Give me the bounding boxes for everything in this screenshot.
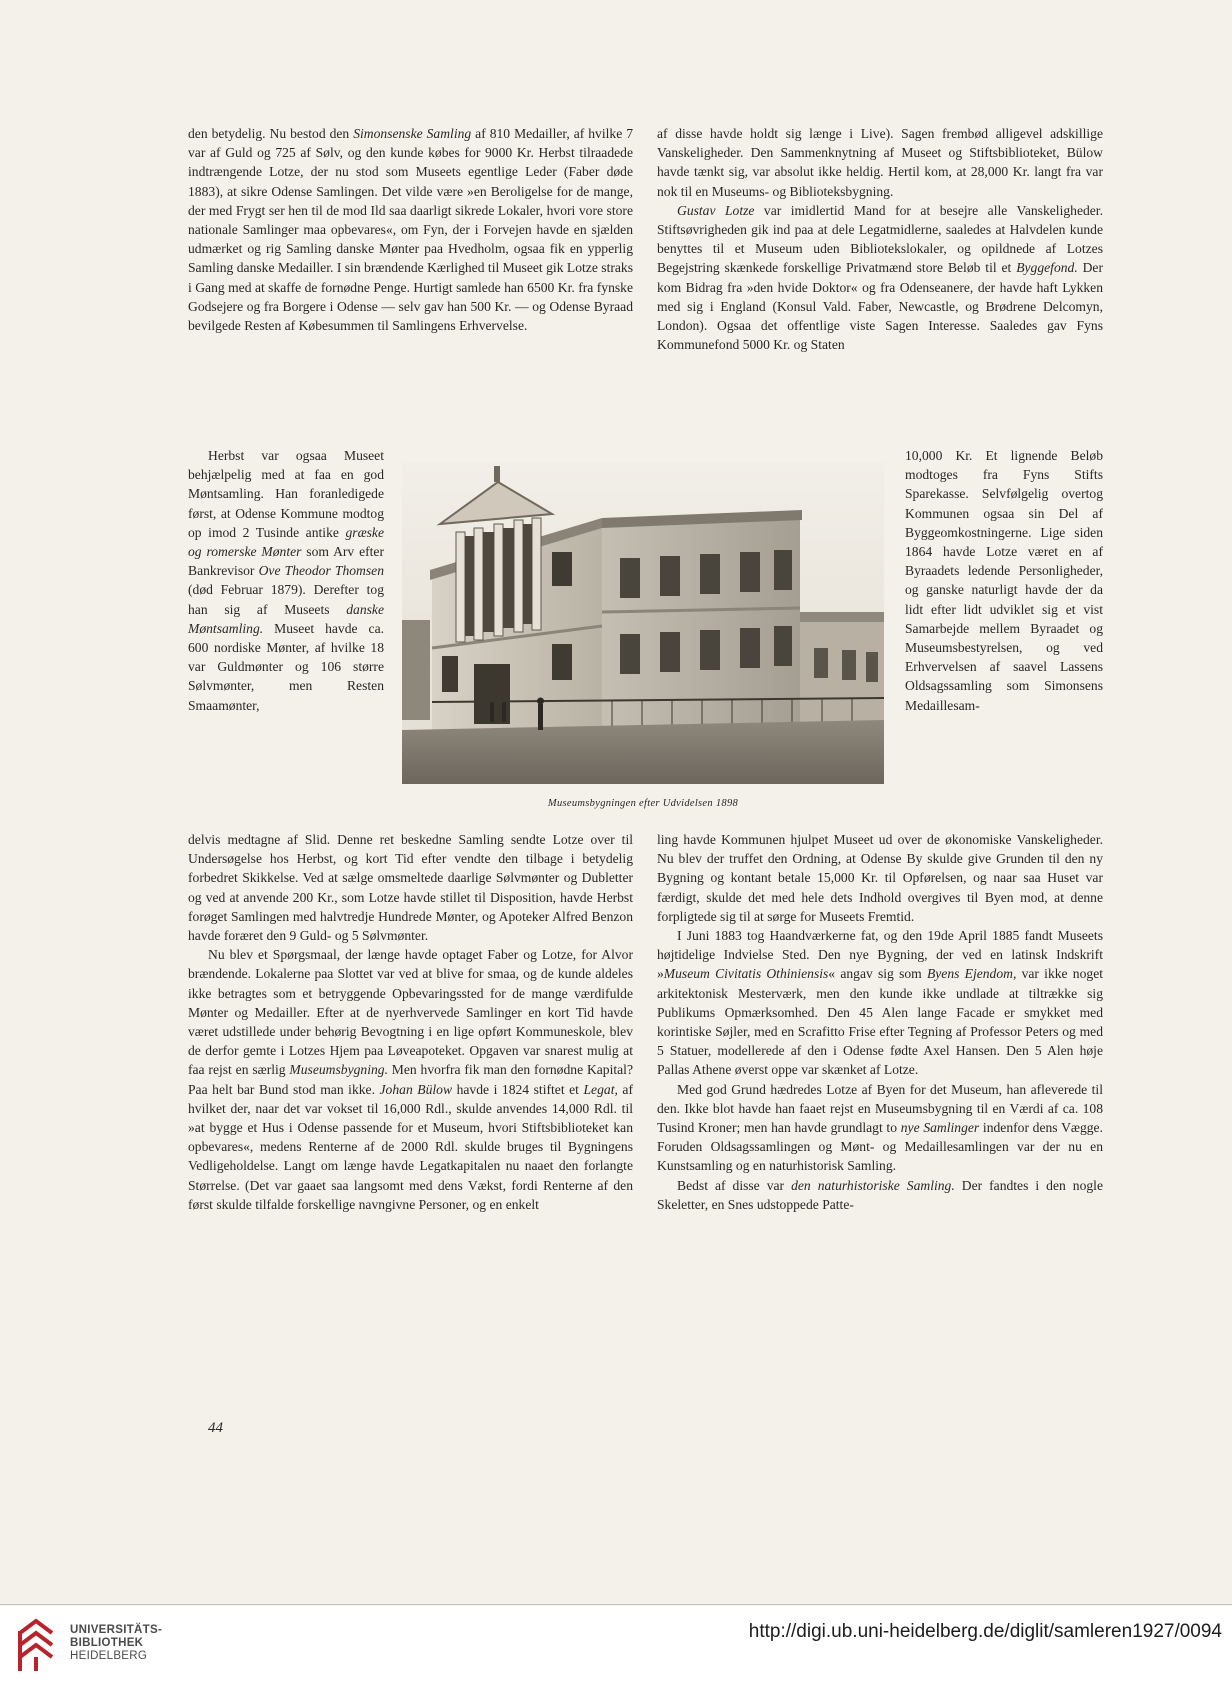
left-column-top [188,124,633,335]
permalink-url[interactable]: http://digi.ub.uni-heidelberg.de/diglit/samleren1927/0094 [748,1621,1222,1642]
paragraph: Gustav Lotze var imidlertid Mand for at besejre alle Vanskeligheder. Stiftsøvrigheden gik ind paa at dele Legatmidlerne, saaledes at Halvdelen kunde benyttes til et Museum uden Bibliotekslokaler, og opildnede af Lotzes Begejstring skænkede forskellige Privatmænd store Beløb til et Byggefond. Der kom Bidrag fra »den hvide Doktor« og fra Odenseanere, der havde haft Lykken med sig i England (Konsul Vald. Faber, Newcastle, og Brødrene Delcomyn, London). Ogsaa det offentlige viste Sagen Interesse. Saaledes gav Fyns Kommunefond 5000 Kr. og Staten [657,202,1103,353]
page-number: 44 [208,1420,223,1436]
paragraph: delvis medtagne af Slid. Denne ret beskedne Samling sendte Lotze over til Undersøgelse hos Herbst, og kort Tid efter vendte den tilbage i betydelig forbedret Skikkelse. Ved at sælge omsmeltede daarlige Sølvmønter og Dubletter og ved at anvende 200 Kr., som Lotze havde stillet til Disposition, havde Herbst forøget Samlingen med halvtredje Hundrede Mønter, og Apoteker Alfred Benzon havde foræret den 9 Guld- og 5 Sølvmønter. [188,832,633,944]
paragraph: af disse havde holdt sig længe i Live). Sagen frembød alligevel adskillige Vanskeligheder. Den Sammenknytning af Museet og Stiftsbiblioteket, Bülow havde tænkt sig, var absolut ikke heldig. Hertil kom, at 28,000 Kr. langt fra var nok til en Museums- og Biblioteksbygning. [657,126,1103,199]
right-column-top [657,124,1103,354]
paragraph: I Juni 1883 tog Haandværkerne fat, og den 19de April 1885 fandt Museets højtidelige Indvielse Sted. Den nye Bygning, der ved en latinsk Indskrift »Museum Civitatis Othiniensis« angav sig som Byens Ejendom, var ikke noget arkitektonisk Mesterværk, men den kunde ikke undlade at tiltrække sig Publikums Opmærksomhed. Den 45 Alen lange Facade er smykket med korintiske Søjler, med en Scrafitto Frise efter Tegning af Professor Peters og med 5 Statuer, modellerede af den i Odense fødte Axel Hansen. Den 5 Alen høje Pallas Athene øverst oppe var skænket af Lotze. [657,928,1103,1078]
paragraph: ling havde Kommunen hjulpet Museet ud over de økonomiske Vanskeligheder. Nu blev der truffet den Ordning, at Odense By skulde give Grunden til den ny Bygning og kontant betale 15,000 Kr. til Opførelsen, og naar saa Huset var færdigt, skulde det med hele dets Indhold overgives til Byen mod, at denne forpligtede sig til at sørge for Museets Fremtid. [657,832,1103,924]
paragraph: Med god Grund hædredes Lotze af Byen for det Museum, han afleverede til den. Ikke blot havde han faaet rejst en Museumsbygning til en Værdi af ca. 108 Tusind Kroner; men han havde grundlagt to nye Samlinger indenfor dens Vægge. Foruden Oldsagssamlingen og Mønt- og Medaillesamlingen var der nu en Kunstsamling og en naturhistorisk Samling. [657,1081,1103,1174]
right-column-bottom [657,830,1103,1214]
paragraph: Bedst af disse var den naturhistoriske Samling. Der fandtes i den nogle Skeletter, en Snes udstoppede Patte- [657,1177,1103,1212]
library-name: UNIVERSITÄTS- BIBLIOTHEK HEIDELBERG [70,1624,163,1662]
figure-caption: Museumsbygningen efter Udvidelsen 1898 [547,798,739,809]
footer-divider [0,1604,1232,1605]
museum-building-photo [402,462,884,784]
footer-bar [0,1606,1232,1693]
left-column-bottom [188,830,633,1214]
paragraph: Herbst var ogsaa Museet behjælpelig med at faa en god Møntsamling. Han foranledigede først, at Odense Kommune modtog op imod 2 Tusinde antike græske og romerske Mønter som Arv efter Bankrevisor Ove Theodor Thomsen (død Februar 1879). Derefter tog han sig af Museets danske Møntsamling. Museet havde ca. 600 nordiske Mønter, af hvilke 18 var Guldmønter og 106 større Sølvmønter, men Resten Smaamønter, [188,448,384,713]
university-library-logo-icon[interactable] [14,1617,64,1675]
paragraph: 10,000 Kr. Et lignende Beløb modtoges fra Fyns Stifts Sparekasse. Selvfølgelig overtog Kommunen ogsaa sin Del af Byggeomkostningerne. Lige siden 1864 havde Lotze været en af Byraadets ledende Personligheder, og ganske naturligt havde der da lidt efter lidt udviklet sig et vist Samarbejde mellem Byraadet og Museumsbestyrelsen, og ved Erhvervelsen af saavel Lassens Oldsagssamling som Simonsens Medaillesam- [905,448,1103,713]
paragraph: Nu blev et Spørgsmaal, der længe havde optaget Faber og Lotze, for Alvor brændende. Lokalerne paa Slottet var ved at blive for smaa, og de kunde aldeles ikke betragtes som et betryggende Opbevaringssted for de mange værdifulde Mønter og Medailler. Efter at de nyerhvervede Samlinger en kort Tid havde været udstillede under behørig Bevogtning i en lige opført Kommuneskole, blev de derfor gemte i Lotzes Hjem paa Løveapoteket. Opgaven var snarest mulig at faa rejst en særlig Museumsbygning. Men hvorfra fik man den fornødne Kapital? Paa helt bar Bund stod man ikke. Johan Bülow havde i 1824 stiftet et Legat, af hvilket der, naar det var vokset til 16,000 Rdl., skulde anvendes 14,000 Rdl. til »at bygge et Hus i Odense passende for et Museum, hvori Stiftsbiblioteket kan opbevares«, medens Renterne af de 2000 Rdl. skulde bruges til Bygningens Vedligeholdelse. Langt om længe havde Legatkapitalen nu naaet den forlangte Størrelse. (Det var gaaet saa langsomt med dens Vækst, fordi Renterne af den først skulde tilfalde forskellige navngivne Personer, og en enkelt [188,947,633,1212]
paragraph: den betydelig. Nu bestod den Simonsenske Samling af 810 Medailler, af hvilke 7 var af Guld og 725 af Sølv, og den kunde købes for 9000 Kr. Herbst tilraadede indtrængende Lotze, der nu stod som Museets egentlige Leder (Faber døde 1883), at sikre Odense Samlingen. Det vilde være »en Beroligelse for de mange, der med Frygt ser hen til de mod Ild saa daarligt sikrede Lokaler, hvori vore store nationale Samlinger maa opbevares«, om Fyn, der i Forvejen havde en sjælden udmærket og rig Samling danske Mønter paa Hvedholm, ogsaa fik en ypperlig Samling danske Medailler. I sin brændende Kærlighed til Museet gik Lotze straks i Gang med at skaffe de fornødne Penge. Hurtigt samlede han 6500 Kr. fra fynske Godsejere og fra Borgere i Odense — selv gav han 500 Kr. — og Odense Byraad bevilgede Resten af Købesummen til Samlingens Erhvervelse. [188,126,634,334]
left-column-beside-figure [188,446,384,715]
right-column-beside-figure [905,446,1103,715]
